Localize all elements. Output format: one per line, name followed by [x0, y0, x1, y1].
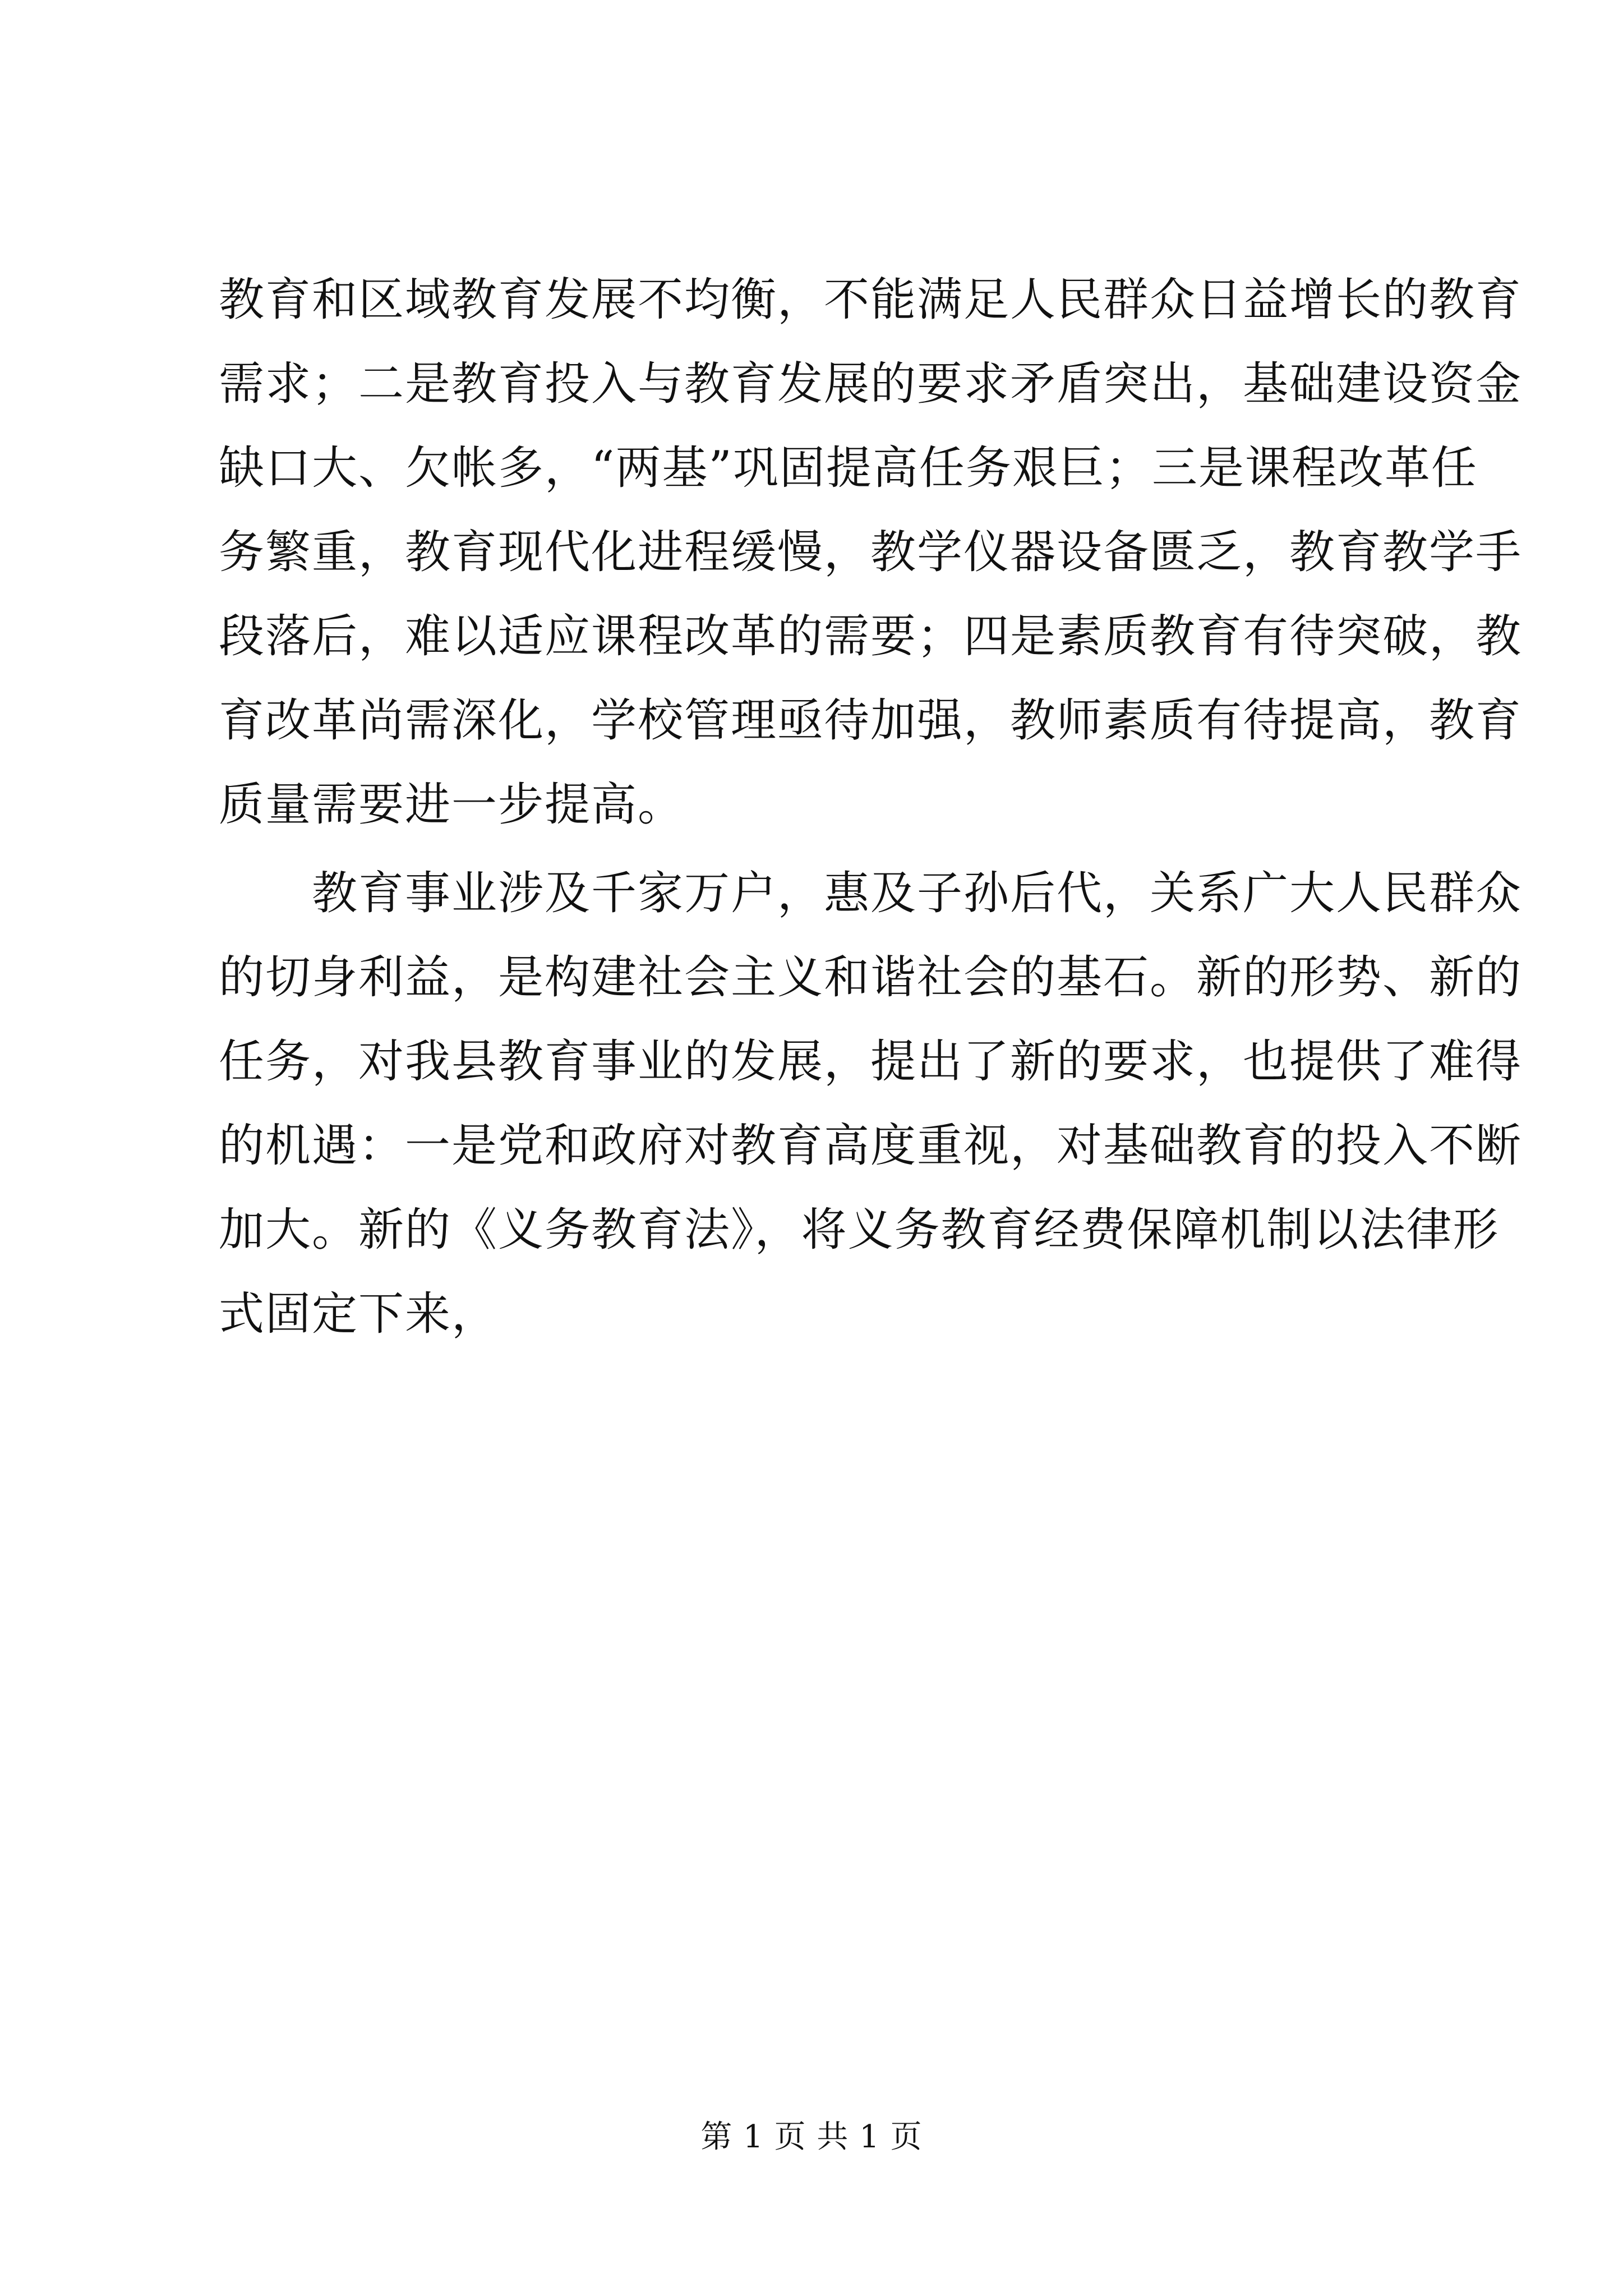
text-line: 需求；二是教育投入与教育发展的要求矛盾突出，基础建设资金	[219, 358, 1523, 411]
text-line: 的机遇：一是党和政府对教育高度重视，对基础教育的投入不断	[219, 1120, 1523, 1172]
text-line: 加大。新的《义务教育法》，将义务教育经费保障机制以法律形	[219, 1204, 1500, 1257]
text-line: 任务，对我县教育事业的发展，提出了新的要求，也提供了难得	[219, 1036, 1523, 1088]
text-line: 教育和区域教育发展不均衡，不能满足人民群众日益增长的教育	[219, 274, 1523, 326]
text-line: 式固定下来，	[219, 1288, 499, 1341]
text-line: 的切身利益，是构建社会主义和谐社会的基石。新的形势、新的	[219, 951, 1523, 1004]
page-number-footer: 第 1 页 共 1 页	[700, 2119, 923, 2155]
text-line: 育改革尚需深化，学校管理亟待加强，教师素质有待提高，教育	[219, 694, 1523, 747]
text-line: 教育事业涉及千家万户，惠及子孙后代，关系广大人民群众	[219, 867, 1523, 920]
text-line: 质量需要进一步提高。	[219, 779, 685, 831]
document-body	[219, 258, 1523, 1356]
text-line: 缺口大、欠帐多，“两基”巩固提高任务艰巨；三是课程改革任	[219, 442, 1478, 495]
text-line: 务繁重，教育现代化进程缓慢，教学仪器设备匮乏，教育教学手	[219, 526, 1523, 579]
text-line: 段落后，难以适应课程改革的需要；四是素质教育有待突破，教	[219, 610, 1523, 663]
